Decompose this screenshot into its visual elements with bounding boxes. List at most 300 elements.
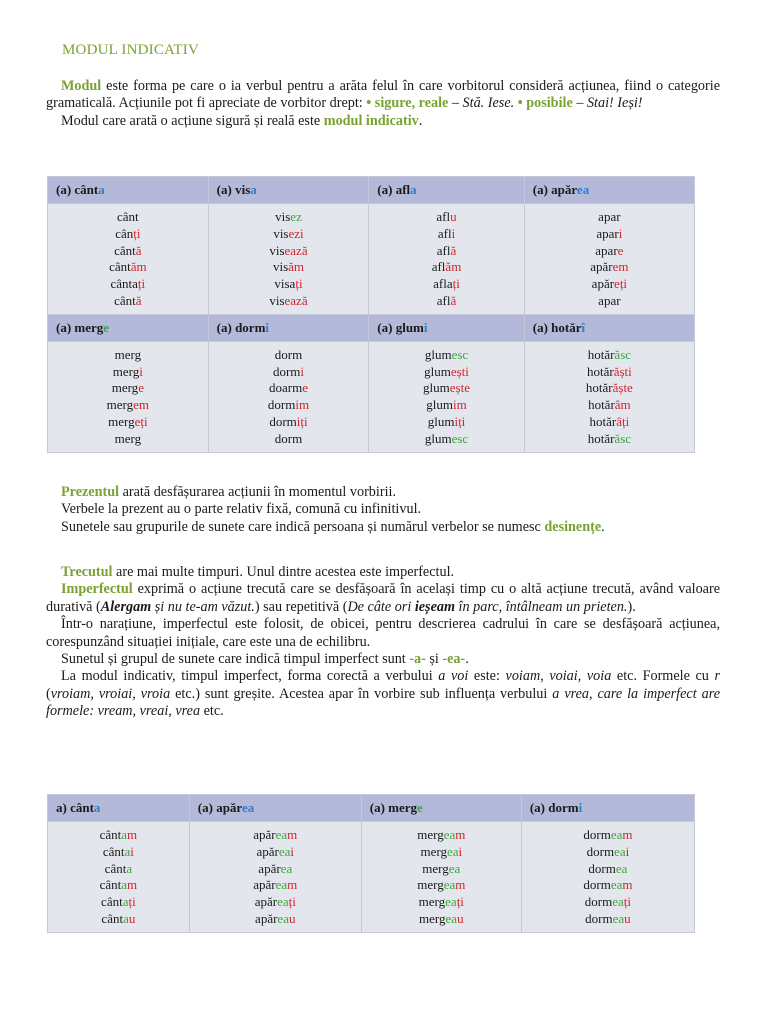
verb-header xyxy=(524,177,694,204)
conjugation-cell xyxy=(361,822,521,933)
verb-ending: a xyxy=(121,877,128,893)
verb-ending: ea xyxy=(277,894,289,910)
example-posibile: Stai! Ieși! xyxy=(586,95,643,112)
verb-form xyxy=(190,877,361,894)
verb-form xyxy=(209,209,369,226)
trecut-text: Sunetul și grupul de sunete care indică timpul imperfect sunt xyxy=(61,651,410,668)
verb-form xyxy=(362,861,521,878)
verb-ending: i xyxy=(625,843,630,859)
dash: – xyxy=(448,95,463,112)
conjugation-cell xyxy=(369,341,524,452)
verb-stem: a) cânt xyxy=(56,800,94,815)
intro-text: este forma pe care o ia verbul pentru a arăta felul în care vorbitorul consideră acțiunea, fiind o categorie gramaticală. Acțiunile pot fi apreciate de vorbitor drept: xyxy=(46,78,720,112)
trecut-text: Într-o narațiune, imperfectul este folosit, de obicei, pentru descrierea cadrului în care se desfășoară acțiunea, corespunzând situației inițiale, care este una de echilibru. xyxy=(46,616,720,650)
conjugation-cell xyxy=(524,204,694,315)
verb-ending: ești xyxy=(450,363,469,379)
verb-ending: ea xyxy=(615,860,628,876)
verb-root: merg xyxy=(420,843,447,859)
verb-header xyxy=(524,314,694,341)
verb-form xyxy=(362,877,521,894)
verb-form xyxy=(209,276,369,293)
verb-ending: esc xyxy=(451,346,469,362)
verb-root: dorm xyxy=(585,910,613,926)
verb-form xyxy=(48,226,208,243)
verb-root: merg xyxy=(112,363,140,379)
verb-root: hotăr xyxy=(587,346,615,362)
verb-root: apar xyxy=(598,292,621,308)
verb-ending: ează xyxy=(284,292,308,308)
verb-root: hotăr xyxy=(585,380,613,396)
verb-ending: ea xyxy=(614,843,626,859)
verb-ending: ea xyxy=(443,877,456,893)
verb-ending: ea xyxy=(277,910,289,926)
trecut-text: ). xyxy=(627,598,636,615)
verb-root: cânt xyxy=(99,827,122,842)
verb-form xyxy=(209,293,369,310)
verb-root: dorm xyxy=(584,894,613,910)
verb-ending: ea xyxy=(443,827,456,842)
example-text: și nu te-am văzut. xyxy=(151,598,255,615)
verb-suffix: i xyxy=(265,319,270,335)
verb-form xyxy=(522,861,694,878)
verb-form xyxy=(48,209,208,226)
verb-ending: ez xyxy=(290,209,302,224)
verb-ending: im xyxy=(453,397,467,413)
verb-header xyxy=(189,795,361,822)
verb-form xyxy=(48,276,208,293)
verb-ending: e xyxy=(302,380,308,396)
verb-form xyxy=(48,431,208,448)
conjugation-cell xyxy=(369,204,524,315)
present-tense-table xyxy=(47,176,695,453)
verb-root: apăr xyxy=(590,259,613,275)
verb-a-vrea: a vrea, care la imperfect are formele: vream, vreai, vrea xyxy=(46,685,720,720)
verb-form xyxy=(190,911,361,928)
conjugation-cell xyxy=(521,822,694,933)
verb-stem: (a) merg xyxy=(369,800,418,815)
verb-ending: ea xyxy=(275,827,288,842)
verb-form xyxy=(369,347,523,364)
verb-suffix: a xyxy=(410,182,417,197)
verb-form xyxy=(369,293,523,310)
term-indicativ: modul indicativ xyxy=(323,112,419,129)
verb-ending: a xyxy=(124,843,131,859)
verb-ending: ăsc xyxy=(614,346,632,362)
verb-header xyxy=(208,177,369,204)
verb-root: apăr xyxy=(254,894,278,910)
verb-ending: i xyxy=(618,225,623,241)
term-imperfectul: Imperfectul xyxy=(61,581,133,598)
verb-stem: (a) hotăr xyxy=(532,319,582,335)
verb-form xyxy=(525,243,694,260)
verb-root: vis xyxy=(269,292,285,308)
verb-ending: ți xyxy=(623,894,632,910)
verb-root: vis xyxy=(275,209,291,224)
verb-stem: (a) afl xyxy=(377,182,411,197)
verb-header xyxy=(48,177,209,204)
verb-root: afl xyxy=(436,209,451,224)
trecut-text: și xyxy=(425,651,443,668)
verb-ending: ea xyxy=(275,877,288,893)
trecut-text: etc. xyxy=(200,703,224,720)
verb-ending: m xyxy=(622,877,633,893)
verb-root: dorm xyxy=(588,860,616,876)
verb-form xyxy=(369,431,523,448)
verb-form xyxy=(48,827,189,844)
verb-root: apăr xyxy=(253,877,276,893)
verb-root: cânt xyxy=(101,910,124,926)
conjugation-cell xyxy=(48,204,209,315)
verb-form xyxy=(48,844,189,861)
conjugation-cell xyxy=(208,204,369,315)
letter-r: r xyxy=(714,668,721,685)
verb-form xyxy=(209,364,369,381)
verb-root: glum xyxy=(424,346,452,362)
verb-form xyxy=(525,397,694,414)
conjugation-cell xyxy=(524,341,694,452)
verb-form xyxy=(525,414,694,431)
verb-form xyxy=(522,827,694,844)
prezent-paragraph xyxy=(46,484,720,536)
verb-stem: (a) apăr xyxy=(197,800,242,815)
verb-form xyxy=(369,243,523,260)
trecut-text: exprimă o acțiune trecută care se desfășoară în același timp cu o altă acțiune trecută, având valoare durativă ( xyxy=(46,581,720,615)
verb-root: vis xyxy=(269,242,285,258)
verb-ending: ăști xyxy=(613,363,632,379)
trecut-text: etc.) sunt greșite. Acestea apar în vorbire sub influența verbului xyxy=(170,685,553,702)
header-row xyxy=(48,795,695,822)
verb-root: dorm xyxy=(586,843,615,859)
verb-ending: ea xyxy=(280,860,293,876)
verb-ending: u xyxy=(288,910,296,926)
verb-suffix: ea xyxy=(241,800,255,815)
verb-suffix: i xyxy=(423,319,428,335)
verb-form xyxy=(209,347,369,364)
verb-header xyxy=(361,795,521,822)
term-modul: Modul xyxy=(61,78,102,94)
verb-root: dorm xyxy=(274,430,303,446)
verb-ending: ți xyxy=(288,894,296,910)
forms-row xyxy=(48,822,695,933)
trecut-text: ) sau repetitivă ( xyxy=(254,598,348,615)
verb-ending: ăsc xyxy=(614,430,632,446)
verb-ending: ă xyxy=(135,292,142,308)
verb-form xyxy=(48,877,189,894)
verb-ending: m xyxy=(127,877,138,893)
verb-root: apăr xyxy=(591,276,615,292)
header-row xyxy=(48,177,695,204)
verb-root: cânt xyxy=(114,242,136,258)
verb-form xyxy=(48,894,189,911)
verb-form xyxy=(525,293,694,310)
verb-root: dorm xyxy=(267,397,296,413)
period: . xyxy=(601,518,605,535)
verb-ending: ea xyxy=(278,843,291,859)
trecut-text: are mai multe timpuri. Unul dintre acestea este imperfectul. xyxy=(112,564,455,580)
dash: – xyxy=(572,95,587,112)
verb-root: merg xyxy=(417,827,444,842)
verb-ending: ezi xyxy=(288,225,304,241)
verb-ending: a xyxy=(126,860,133,876)
verb-form xyxy=(369,276,523,293)
verb-root: afl xyxy=(436,292,451,308)
verb-root: afl xyxy=(437,225,452,241)
verb-ending: ea xyxy=(446,843,459,859)
verb-root: dorm xyxy=(272,363,301,379)
verb-form xyxy=(525,226,694,243)
example-alergam: Alergam xyxy=(100,598,152,615)
verb-ending: ea xyxy=(448,860,461,876)
verb-form xyxy=(369,226,523,243)
verb-form xyxy=(190,894,361,911)
verb-root: dorm xyxy=(269,413,297,429)
example-text: în parc, întâlneam un prieten. xyxy=(455,598,628,615)
verb-ending: i xyxy=(290,843,295,859)
verb-ending: i xyxy=(300,363,305,379)
verb-ending: m xyxy=(622,827,633,842)
verb-ending: m xyxy=(287,877,298,893)
verb-root: dorm xyxy=(274,346,303,362)
verb-stem: (a) dorm xyxy=(216,319,266,335)
verb-ending: ți xyxy=(133,225,141,241)
verb-root: apar xyxy=(598,209,621,224)
verb-root: apăr xyxy=(253,827,276,842)
verb-form xyxy=(48,259,208,276)
trecut-text: etc. Formele cu xyxy=(611,668,715,685)
verb-ending: ăm xyxy=(130,259,147,275)
verb-form xyxy=(209,259,369,276)
term-desinente: desinențe xyxy=(544,518,602,535)
verb-root: glum xyxy=(424,363,451,379)
trecut-text: La modul indicativ, timpul imperfect, forma corectă a verbului xyxy=(61,668,439,685)
verb-root: afla xyxy=(433,276,453,292)
verb-suffix: a xyxy=(98,182,105,197)
verb-root: hotăr xyxy=(587,430,615,446)
verb-form xyxy=(48,397,208,414)
trecut-text: este: xyxy=(468,668,506,685)
trecut-text: ( xyxy=(46,685,51,702)
verb-ending: u xyxy=(624,910,631,926)
verb-form xyxy=(369,259,523,276)
verb-ending: u xyxy=(457,910,464,926)
page-title: MODUL INDICATIV xyxy=(62,42,200,58)
verb-root: glum xyxy=(424,430,452,446)
verb-root: apar xyxy=(595,242,618,258)
verb-form xyxy=(209,380,369,397)
intro-text: Modul care arată o acțiune sigură și reală este xyxy=(61,112,324,129)
verb-ending: ți xyxy=(452,276,460,292)
verb-stem: (a) cânt xyxy=(56,182,99,197)
verb-form xyxy=(525,431,694,448)
verb-form xyxy=(48,364,208,381)
verb-ending: im xyxy=(295,397,310,413)
verb-ending: m xyxy=(287,827,298,842)
verb-ending: iți xyxy=(296,413,308,429)
conjugation-cell xyxy=(48,341,209,452)
verb-ending: ți xyxy=(295,276,303,292)
verb-root: doarm xyxy=(268,380,303,396)
verb-root: vis xyxy=(273,225,289,241)
verb-ending: ea xyxy=(612,910,625,926)
verb-root: cânt xyxy=(99,877,122,893)
marker-a: -a- xyxy=(409,651,426,668)
verb-form xyxy=(209,414,369,431)
verb-suffix: i xyxy=(578,800,583,815)
verb-ending: i xyxy=(130,843,134,859)
verb-header xyxy=(48,314,209,341)
forms-row xyxy=(48,341,695,452)
verb-ending: e xyxy=(138,380,144,396)
verb-ending: m xyxy=(127,827,138,842)
verb-form xyxy=(48,347,208,364)
verb-form xyxy=(48,293,208,310)
verb-header xyxy=(48,795,190,822)
verb-ending: i xyxy=(139,363,143,379)
verb-ending: a xyxy=(123,910,129,926)
header-row xyxy=(48,314,695,341)
verb-form xyxy=(525,380,694,397)
verb-ending: ăște xyxy=(612,380,633,396)
verb-form xyxy=(209,226,369,243)
verb-root: merg xyxy=(108,413,135,429)
example-text: De câte ori xyxy=(347,598,415,615)
verb-ending: âți xyxy=(616,413,630,429)
verb-form xyxy=(522,894,694,911)
verb-form xyxy=(48,414,208,431)
verb-form xyxy=(369,380,523,397)
period: . xyxy=(465,651,469,668)
verb-ending: ți xyxy=(456,894,464,910)
verb-stem: (a) apăr xyxy=(532,182,577,197)
verb-form xyxy=(525,209,694,226)
verb-form xyxy=(190,844,361,861)
verb-form xyxy=(48,861,189,878)
verb-ending: ă xyxy=(135,242,142,258)
verb-ending: ea xyxy=(610,827,623,842)
verb-form xyxy=(190,827,361,844)
verb-root: cânt xyxy=(102,843,125,859)
verb-ending: ește xyxy=(449,380,470,396)
verb-root: apăr xyxy=(258,860,281,876)
verb-root: hotăr xyxy=(586,363,614,379)
prezent-text: arată desfășurarea acțiunii în momentul vorbirii. xyxy=(119,484,396,500)
verb-stem: (a) glum xyxy=(377,319,424,335)
verb-root: dorm xyxy=(583,827,611,842)
verb-root: visa xyxy=(274,276,296,292)
verb-root: merg xyxy=(111,380,139,396)
verb-ending: eți xyxy=(614,276,628,292)
verb-root: cânt xyxy=(109,259,131,275)
period: . xyxy=(418,112,423,129)
verb-header xyxy=(369,314,524,341)
verb-ending: e xyxy=(617,242,624,258)
verb-form xyxy=(525,364,694,381)
verb-root: merg xyxy=(422,860,449,876)
verb-ending: ea xyxy=(445,894,457,910)
verb-root: hotăr xyxy=(589,413,617,429)
example-sigure: Stă. Iese. xyxy=(462,95,515,112)
verb-ending: ăm xyxy=(288,259,305,275)
verb-form xyxy=(209,431,369,448)
verb-form xyxy=(362,894,521,911)
verb-ending: i xyxy=(451,225,456,241)
verb-root: cânt xyxy=(117,209,139,224)
trecut-paragraph xyxy=(46,564,720,721)
verb-root: apăr xyxy=(255,910,278,926)
verb-root: afl xyxy=(431,259,446,275)
verb-root: afl xyxy=(436,242,451,258)
verb-root: apar xyxy=(596,225,619,241)
verb-form xyxy=(362,844,521,861)
verb-form xyxy=(48,243,208,260)
verb-ending: a xyxy=(122,894,129,910)
verb-root: cânt xyxy=(101,894,123,910)
term-prezentul: Prezentul xyxy=(61,484,120,500)
prezent-text: Verbele la prezent au o parte relativ fixă, comună cu infinitivul. xyxy=(61,501,422,518)
verb-form xyxy=(522,911,694,928)
verb-suffix: î xyxy=(581,319,586,335)
verb-header xyxy=(369,177,524,204)
prezent-text: Sunetele sau grupurile de sunete care indică persoana și numărul verbelor se numesc xyxy=(61,518,545,535)
verb-ending: m xyxy=(455,877,466,893)
verb-root: merg xyxy=(417,877,444,893)
intro-paragraph xyxy=(46,78,720,130)
verb-form xyxy=(362,911,521,928)
verb-ending: em xyxy=(612,259,629,275)
verb-root: glum xyxy=(426,397,454,413)
verb-suffix: ea xyxy=(576,182,590,197)
verb-root: vis xyxy=(272,259,289,275)
verb-ending: eți xyxy=(134,413,148,429)
verb-header xyxy=(208,314,369,341)
verb-ending: m xyxy=(455,827,466,842)
verb-root: cânt xyxy=(104,860,127,876)
verb-ending: u xyxy=(128,910,136,926)
verb-root: cân xyxy=(115,225,134,241)
verb-form xyxy=(190,861,361,878)
wrong-forms: vroiam, vroiai, vroia xyxy=(50,685,171,702)
forms-row xyxy=(48,204,695,315)
marker-ea: -ea- xyxy=(442,651,466,668)
verb-stem: (a) dorm xyxy=(529,800,579,815)
verb-ending: ea xyxy=(610,877,623,893)
verb-suffix: e xyxy=(103,319,110,335)
verb-form xyxy=(369,364,523,381)
verb-root: merg xyxy=(418,894,446,910)
verb-stem: (a) merg xyxy=(56,319,104,335)
verb-ending: ea xyxy=(445,910,458,926)
verb-stem: (a) vis xyxy=(216,182,251,197)
verb-ending: ăm xyxy=(445,259,462,275)
conjugation-cell xyxy=(189,822,361,933)
verb-root: dorm xyxy=(583,877,611,893)
verb-a-voi: a voi xyxy=(438,668,469,685)
verb-suffix: a xyxy=(93,800,101,815)
verb-root: merg xyxy=(106,397,134,413)
verb-form xyxy=(369,397,523,414)
verb-ending: esc xyxy=(451,430,469,446)
conjugation-cell xyxy=(48,822,190,933)
verb-ending: ă xyxy=(450,242,457,258)
verb-root: merg xyxy=(419,910,446,926)
verb-ending: ți xyxy=(128,894,136,910)
verb-root: glum xyxy=(427,413,455,429)
verb-root: glum xyxy=(423,380,450,396)
verb-root: cânta xyxy=(110,276,138,292)
verb-root: merg xyxy=(114,430,142,446)
verb-form xyxy=(48,380,208,397)
verb-ending: ă xyxy=(450,292,457,308)
